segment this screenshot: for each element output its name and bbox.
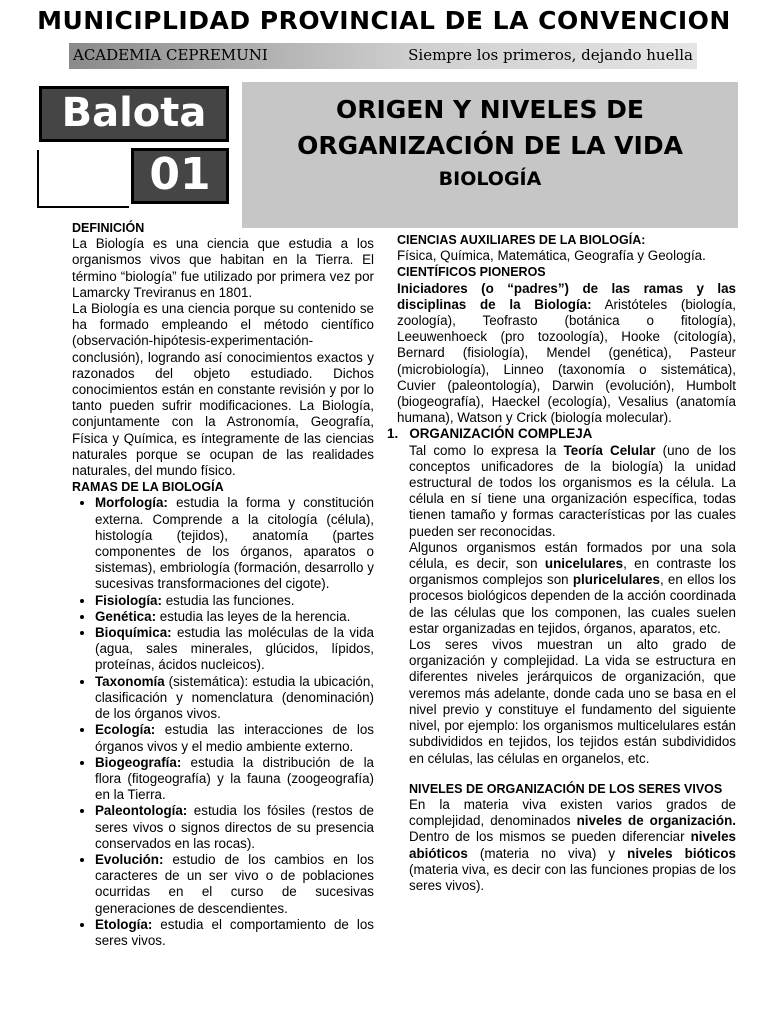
list-item [95, 625, 374, 674]
section-heading-auxiliares: CIENCIAS AUXILIARES DE LA BIOLOGÍA: [397, 233, 646, 247]
pioneros-list-text: Aristóteles (biología, zoología), Teofrasto (botánica o fitología), Leeuwenhoeck (pro tozoología), Hooke (citología), Bernard (fisiología), Mendel (genética), Pasteur (microbiología), Linneo (taxonomía o sistemática), Cuvier (paleontología), Darwin (evolución), Humbolt (biogeografía), Haeckel (ecología), Vesalius (anatomía humana), Watson y Crick (biología molecular). [397, 296, 736, 426]
list-item-desc: estudio de los cambios en los caracteres de un ser vivo o de poblaciones ocurridas en el curso de sucesivas generaciones de descendientes. [95, 851, 374, 916]
list-item [95, 495, 374, 592]
section-heading-niveles: NIVELES DE ORGANIZACIÓN DE LOS SERES VIVOS [409, 781, 723, 796]
title-line-2: ORGANIZACIÓN DE LA VIDA [297, 131, 683, 160]
list-item [95, 917, 374, 949]
badge-word: Balota [39, 86, 229, 142]
header-banner [69, 43, 697, 69]
bold-term: Teoría Celular [563, 442, 656, 458]
academy-motto: Siempre los primeros, dejando huella [408, 46, 693, 64]
definition-paragraph-2: La Biología es una ciencia porque su contenido se ha formado empleando el método científico (observación-hipótesis-experimentación-conclusión), logrando así conocimientos exactos y razonados del objeto estudiado. Dichos conocimientos están en constante revisión y por lo tanto pueden sufrir modificaciones. La Biología, conjuntamente con la Astronomía, Geografía, Física y Química, es íntegramente de las ciencias naturales porque se ocupan de las realidades naturales, del mundo físico. [72, 301, 374, 479]
list-item-desc: estudia la forma y constitución externa. Comprende a la citología (célula), histología (tejidos), anatomía (partes componentes de los órganos, aparatos o sistemas), embriología (formación, desarrollo y sucesivas transformaciones del cigote). [95, 495, 374, 592]
right-column [387, 232, 736, 894]
organizacion-paragraph-2 [409, 540, 736, 637]
title-block [242, 82, 738, 228]
section-heading-ramas: RAMAS DE LA BIOLOGÍA [72, 480, 224, 495]
list-item [95, 593, 374, 609]
list-item-desc: estudia las leyes de la herencia. [156, 608, 351, 624]
text-run: En la materia viva existen varios grados de complejidad, denominados [409, 796, 736, 829]
list-item-desc: estudia las interacciones de los órganos vivos y el medio ambiente externo. [95, 722, 374, 754]
bold-term: niveles abióticos [409, 829, 736, 861]
document-title [242, 92, 738, 164]
text-run: Dentro de los mismos se pueden diferenciar [409, 829, 691, 845]
list-item-desc: (sistemática): estudia la ubicación, clasificación y nomenclatura (denominación) de los órganos vivos. [95, 673, 374, 722]
list-item-desc: estudia el comportamiento de los seres vivos. [95, 916, 374, 948]
section-heading-definicion: DEFINICIÓN [72, 221, 145, 235]
auxiliares-text: Física, Química, Matemática, Geografía y Geología. [397, 248, 706, 264]
bold-term: niveles bióticos [627, 845, 736, 861]
list-item [95, 674, 374, 723]
list-item-term: Paleontología: [95, 803, 188, 819]
organizacion-paragraph-3: Los seres vivos muestran un alto grado de organización y complejidad. La vida se estructura en diferentes niveles jerárquicos de organización, que veremos más adelante, donde cada uno se basa en el nivel previo y constituye el fundamento del siguiente nivel, por ejemplo: los organismos multicelulares están subdivididos en tejidos, los tejidos están subdivididos en células, las células en organelos, etc. [409, 637, 736, 766]
text-run: (materia viva, es decir con las funciones propias de los seres vivos). [409, 861, 736, 893]
list-item-term: Evolución: [95, 851, 164, 867]
title-line-1: ORIGEN Y NIVELES DE [335, 95, 645, 124]
pioneros-paragraph [397, 281, 736, 427]
text-run: (materia no viva) y [467, 845, 628, 861]
list-item [95, 755, 374, 804]
ramas-list [72, 495, 374, 949]
list-item [95, 803, 374, 852]
list-item-term: Morfología: [95, 495, 168, 511]
section-number: 1. [387, 426, 399, 442]
bold-term: niveles de organización. [576, 813, 736, 829]
bold-term: unicelulares [544, 556, 624, 572]
definition-paragraph-1: La Biología es una ciencia que estudia a los organismos vivos que habitan en la Tierra. El término “biología” fue utilizado por primera vez por Lamarcky Treviranus en 1801. [72, 236, 374, 300]
list-item-desc: estudia las funciones. [161, 592, 295, 608]
page-header-title: MUNICIPLIDAD PROVINCIAL DE LA CONVENCION [37, 6, 731, 35]
subject-label: BIOLOGÍA [438, 168, 542, 190]
section-title: ORGANIZACIÓN COMPLEJA [409, 426, 593, 442]
academy-name: ACADEMIA CEPREMUNI [73, 46, 268, 64]
list-item-term: Fisiología: [95, 592, 162, 608]
text-run: (uno de los conceptos unificadores de la biología) la unidad estructural de todos los organismos es la célula. La célula en sí tiene una organización específica, todas tienen tamaño y formas características por las cuales pueden ser reconocidas. [409, 442, 736, 539]
list-item-term: Bioquímica: [95, 625, 172, 641]
pioneros-lead: Iniciadores (o “padres”) de las ramas y las disciplinas de la Biología: [397, 280, 736, 312]
organizacion-paragraph-1 [409, 443, 736, 540]
list-item-term: Biogeografía: [95, 754, 182, 770]
list-item-desc: estudia los fósiles (restos de seres vivos o signos directos de su presencia conservados en las rocas). [95, 803, 374, 851]
text-run: , en ellos los procesos biológicos dependen de la acción coordinada de las células que los componen, las cuales suelen estar organizadas en tejidos, órganos, aparatos, etc. [409, 572, 736, 636]
organizacion-body [397, 443, 736, 894]
bold-term: pluricelulares [572, 572, 660, 588]
list-item-term: Genética: [95, 608, 157, 624]
section-heading-pioneros: CIENTÍFICOS PIONEROS [397, 265, 546, 280]
section-heading-organizacion [387, 426, 736, 442]
badge-frame-line [37, 150, 129, 208]
text-run: , en contraste los organismos complejos son [409, 556, 736, 588]
list-item-term: Etología: [95, 916, 153, 932]
niveles-paragraph [409, 797, 736, 894]
list-item-desc: estudia las moléculas de la vida (agua, sales minerales, glúcidos, lípidos, proteínas, ácidos nucleicos). [95, 625, 374, 673]
list-item [95, 722, 374, 754]
list-item [95, 852, 374, 917]
list-item-term: Taxonomía [95, 673, 165, 689]
left-column [72, 220, 374, 949]
list-item-desc: estudia la distribución de la flora (fitogeografía) y la fauna (zoogeografía) en la Tierra. [95, 754, 374, 803]
list-item [95, 609, 374, 625]
text-run: Algunos organismos están formados por una sola célula, es decir, son [409, 539, 736, 572]
list-item-term: Ecología: [95, 722, 156, 738]
badge-number: 01 [131, 148, 229, 204]
text-run: Tal como lo expresa la [409, 442, 564, 458]
